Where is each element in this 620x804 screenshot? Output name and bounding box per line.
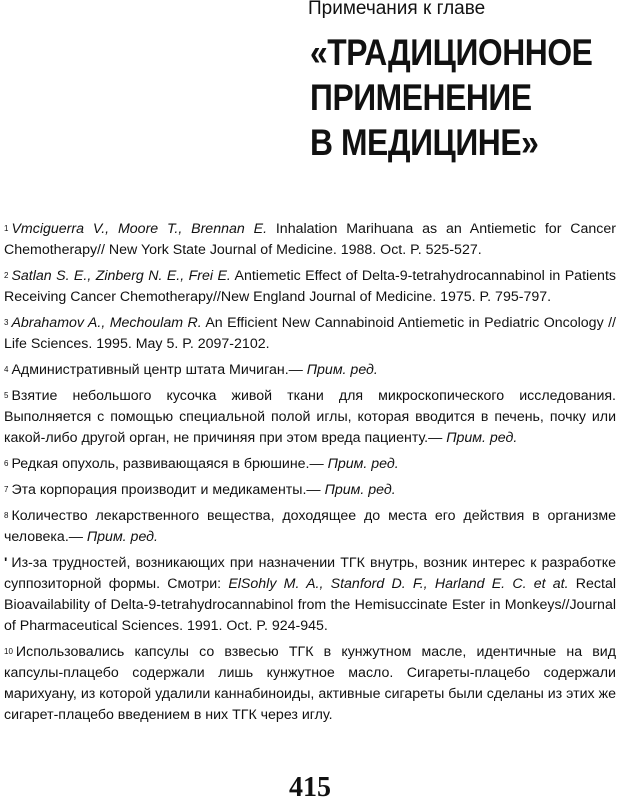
chapter-title-line: ПРИМЕНЕНИЕ — [310, 77, 532, 118]
note-number: 8 — [4, 511, 9, 520]
note-number: 6 — [4, 459, 9, 468]
note-editor-mark: Прим. ред. — [306, 362, 378, 378]
note-text: Административный центр штата Мичиган.— — [11, 362, 307, 378]
note-text: Из-за трудностей, возникающих при назначении ТГК внутрь, возник интерес к разработке суппозиторной формы. Смотри: — [4, 555, 616, 592]
note-text: Использовались капсулы со взвесью ТГК в кунжутном масле, идентичные на вид капсулы-плацебо содержали лишь кунжутное масло. Сигареты-плацебо содержали марихуану, из которой удалили каннабиноиды, активные сигареты были сделаны из этих же сигарет-плацебо введением в них ТГК через иглу. — [4, 644, 616, 723]
note-text: Antiemetic Effect of Delta-9-tetrahydrocannabinol in Patients Receiving Cancer Chemotherapy//New England Journal of Medicine. 1975. P. 795-797. — [4, 268, 616, 305]
note-text: Эта корпорация производит и медикаменты.— — [11, 482, 325, 498]
note-number: 10 — [4, 647, 13, 656]
page-number: 415 — [289, 772, 331, 803]
note-number: 3 — [4, 318, 9, 327]
note-authors: Abrahamov A., Mechoulam R. — [11, 315, 202, 331]
note-editor-mark: Прим. ред. — [324, 482, 396, 498]
note-10 — [4, 642, 616, 726]
note-text: Количество лекарственного вещества, доходящее до места его действия в организме человека.— — [4, 508, 616, 545]
note-number: 7 — [4, 485, 9, 494]
note-5 — [4, 386, 616, 449]
note-number: 5 — [4, 391, 9, 400]
note-text: Inhalation Marihuana as an Antiemetic for Cancer Chemotherapy// New York State Journal of Medicine. 1988. Oct. P. 525-527. — [4, 221, 616, 258]
note-9 — [4, 553, 616, 637]
note-3 — [4, 313, 616, 355]
note-number: 2 — [4, 271, 9, 280]
note-authors: Satlan S. E., Zinberg N. E., Frei E. — [11, 268, 231, 284]
notes-list — [4, 219, 616, 731]
note-authors: Vmciguerra V., Moore T., Brennan E. — [11, 221, 268, 237]
note-text: An Efficient New Cannabinoid Antiemetic in Pediatric Oncology // Life Sciences. 1995. May 5. P. 2097-2102. — [4, 315, 616, 352]
chapter-title — [310, 30, 592, 165]
note-1 — [4, 219, 616, 261]
chapter-pretitle: Примечания к главе — [308, 0, 486, 19]
note-text-after: Rectal Bioavailability of Delta-9-tetrahydrocannabinol from the Hemisuccinate Ester in Monkeys//Journal of Pharmaceutical Sciences. 1991. Oct. P. 924-945. — [4, 576, 616, 634]
chapter-title-line: «ТРАДИЦИОННОЕ — [310, 32, 593, 73]
note-2 — [4, 266, 616, 308]
note-7 — [4, 480, 616, 501]
note-editor-mark: Прим. ред. — [446, 430, 518, 446]
chapter-title-line: В МЕДИЦИНЕ» — [310, 122, 539, 163]
note-editor-mark: Прим. ред. — [86, 529, 158, 545]
note-number: ' — [4, 555, 8, 571]
note-text: Редкая опухоль, развивающаяся в брюшине.— — [11, 456, 328, 472]
note-number: 4 — [4, 365, 9, 374]
note-authors: ElSohly M. A., Stanford D. F., Harland E. C. et at. — [228, 576, 569, 592]
note-6 — [4, 454, 616, 475]
note-4 — [4, 360, 616, 381]
note-editor-mark: Прим. ред. — [327, 456, 399, 472]
note-text: Взятие небольшого кусочка живой ткани для микроскопического исследования. Выполняется с помощью специальной полой иглы, которая вводится в печень, почку или какой-либо другой орган, не причиняя при этом вреда пациенту.— — [4, 388, 616, 446]
note-8 — [4, 506, 616, 548]
note-number: 1 — [4, 224, 9, 233]
